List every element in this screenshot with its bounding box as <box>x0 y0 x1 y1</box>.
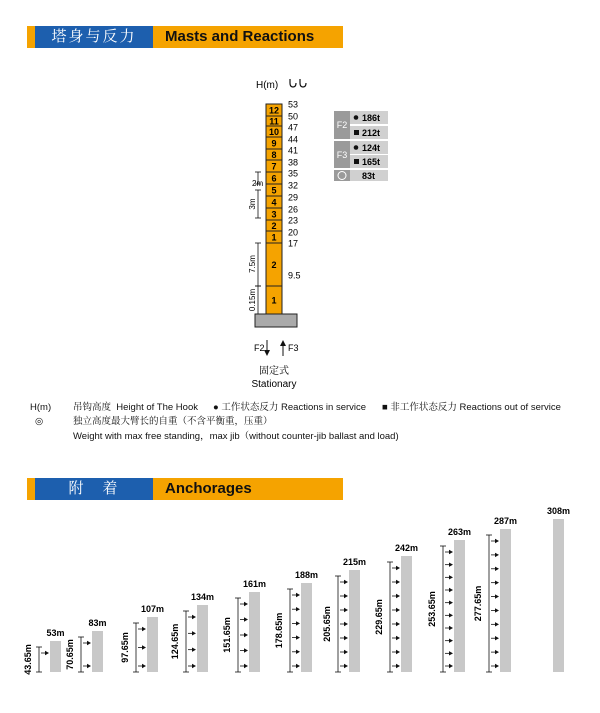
f2-label: F2 <box>254 343 265 353</box>
arrow-right-icon <box>344 636 348 640</box>
tower-height-label: 83m <box>88 618 107 628</box>
mast-height-label: 9.5 <box>288 270 301 281</box>
panel-f3-label: F3 <box>336 150 348 160</box>
tower-bar <box>197 605 208 672</box>
anchor-height-label: 277.65m <box>473 585 483 622</box>
anchor-height-label: 205.65m <box>322 606 332 642</box>
arrow-right-icon <box>449 638 453 642</box>
arrow-right-icon <box>296 650 300 654</box>
mast-height-label: 20 <box>288 227 299 238</box>
stationary-en: Stationary <box>251 379 297 390</box>
arrow-right-icon <box>449 600 453 604</box>
arrow-right-icon <box>244 602 248 606</box>
arrow-right-icon <box>449 613 453 617</box>
arrow-right-icon <box>495 539 499 543</box>
mast-section-label: 5 <box>271 185 277 196</box>
legend-out-service: ■ 非工作状态反力 Reactions out of service <box>382 402 561 413</box>
tower-height-label: 287m <box>493 516 518 526</box>
anchor-height-label: 97.65m <box>120 632 130 663</box>
arrow-right-icon <box>396 622 400 626</box>
mast-section-label: 9 <box>271 138 277 149</box>
f3-out-value: 165t <box>362 157 381 167</box>
arrow-right-icon <box>344 664 348 668</box>
f3-label: F3 <box>288 343 299 353</box>
legend-hook-en: Height of The Hook <box>116 402 198 413</box>
tower-bar <box>500 529 511 672</box>
mast-section-label: 1 <box>271 295 277 306</box>
arrow-right-icon <box>296 664 300 668</box>
mast-section-label: 4 <box>271 197 277 208</box>
arrow-right-icon <box>495 636 499 640</box>
tower-height-label: 308m <box>546 506 571 516</box>
arrow-right-icon <box>396 594 400 598</box>
arrow-right-icon <box>142 664 146 668</box>
arrow-right-icon <box>396 608 400 612</box>
arrow-right-icon <box>296 635 300 639</box>
arrow-right-icon <box>449 575 453 579</box>
tower-height-label: 263m <box>447 527 472 537</box>
tower-bar <box>454 540 465 672</box>
tower-height-label: 242m <box>394 543 419 553</box>
tower-bar <box>92 631 103 672</box>
arrow-right-icon <box>344 622 348 626</box>
mast-section-label: 12 <box>268 105 280 116</box>
arrow-right-icon <box>495 580 499 584</box>
mast-section-label: 3 <box>271 209 277 220</box>
arrow-right-icon <box>87 641 91 645</box>
mast-height-label: 29 <box>288 192 299 203</box>
mast-section-label: 8 <box>271 150 277 160</box>
out-service-icon <box>354 130 359 135</box>
arrow-right-icon <box>192 631 196 635</box>
arrow-right-icon <box>192 615 196 619</box>
mast-section-label: 2 <box>271 260 277 270</box>
arrow-right-icon <box>449 664 453 668</box>
dim-label: 2m <box>252 179 264 188</box>
mast-height-label: 38 <box>288 157 299 168</box>
arrow-right-icon <box>495 622 499 626</box>
mast-height-label: 53 <box>288 99 299 110</box>
out-service-icon: ■ <box>382 402 388 413</box>
dim-label: 7.5m <box>248 255 257 273</box>
arrow-right-icon <box>495 567 499 571</box>
legend-in-service: ● 工作状态反力 Reactions in service <box>213 402 367 413</box>
mast-height-label: 23 <box>288 215 299 226</box>
arrow-right-icon <box>495 664 499 668</box>
f2-out-value: 212t <box>362 128 381 138</box>
tower-height-label: 107m <box>140 604 165 614</box>
anchor-height-label: 43.65m <box>23 644 33 675</box>
in-service-icon: ● <box>213 402 219 413</box>
arrow-right-icon <box>244 633 248 637</box>
mast-section-label: 11 <box>269 116 279 127</box>
in-service-icon <box>354 115 359 120</box>
arrow-right-icon <box>142 645 146 649</box>
arrow-right-icon <box>296 593 300 597</box>
dim-label: 0.15m <box>248 288 257 312</box>
arrow-right-icon <box>495 608 499 612</box>
mast-section-label: 2 <box>271 221 277 231</box>
arrow-right-icon <box>449 626 453 630</box>
mast-section-label: 1 <box>271 232 277 243</box>
mast-height-label: 26 <box>288 204 299 215</box>
mast-height-label: 47 <box>288 122 299 133</box>
arrow-right-icon <box>495 553 499 557</box>
section-title-en: Anchorages <box>165 480 252 497</box>
arrow-right-icon <box>296 621 300 625</box>
anchor-height-label: 124.65m <box>170 623 180 660</box>
arrow-right-icon <box>396 664 400 668</box>
tower-bar <box>553 519 564 672</box>
arrow-right-icon <box>192 647 196 651</box>
arrow-right-icon <box>244 664 248 668</box>
mast-section-label: 7 <box>271 161 277 172</box>
tower-bar <box>349 570 360 672</box>
mast-height-label: 17 <box>288 238 299 249</box>
arrow-right-icon <box>396 566 400 570</box>
mast-height-label: 44 <box>288 134 299 145</box>
arrow-right-icon <box>142 627 146 631</box>
legend-hook-cn: 吊钩高度 <box>73 402 112 413</box>
arrow-right-icon <box>396 636 400 640</box>
arrow-right-icon <box>495 594 499 598</box>
down-arrow-icon <box>264 350 270 356</box>
dim-label: 3m <box>248 198 257 210</box>
arrow-right-icon <box>495 650 499 654</box>
mast-height-label: 32 <box>288 180 299 191</box>
section-title-cn: 塔身与反力 <box>35 26 153 48</box>
arrow-right-icon <box>449 651 453 655</box>
panel-f2-label: F2 <box>336 120 348 130</box>
tower-height-label: 215m <box>342 557 367 567</box>
f3-in-value: 124t <box>362 143 381 153</box>
mast-base <box>255 314 297 327</box>
mast-height-label: 41 <box>288 145 299 156</box>
anchor-height-label: 178.65m <box>274 612 284 649</box>
legend-weight-cn: 独立高度最大臂长的自重（不含平衡重，压重） <box>73 416 273 427</box>
weight-icon: ◎ <box>35 416 44 427</box>
mast-height-label: 35 <box>288 168 299 179</box>
arrow-right-icon <box>244 617 248 621</box>
arrow-right-icon <box>45 651 49 655</box>
mast-section-label: 6 <box>271 173 277 184</box>
anchor-height-label: 253.65m <box>427 591 437 627</box>
section-header-anchorages <box>27 478 343 500</box>
mast-section-label: 10 <box>268 127 280 137</box>
anchor-height-label: 229.65m <box>374 599 384 635</box>
hook-icon <box>290 79 306 87</box>
tower-height-label: 161m <box>242 579 267 589</box>
tower-height-label: 188m <box>294 570 319 580</box>
arrow-right-icon <box>344 608 348 612</box>
arrow-right-icon <box>344 594 348 598</box>
arrow-right-icon <box>87 664 91 668</box>
section-title-en: Masts and Reactions <box>165 28 315 45</box>
tower-height-label: 134m <box>190 592 215 602</box>
tower-height-label: 53m <box>46 628 65 638</box>
up-arrow-icon <box>280 340 286 346</box>
in-service-icon <box>354 145 359 150</box>
arrow-right-icon <box>296 607 300 611</box>
arrow-right-icon <box>244 648 248 652</box>
f2-in-value: 186t <box>362 113 381 123</box>
legend-hook <box>73 401 198 414</box>
arrow-right-icon <box>192 664 196 668</box>
arrow-right-icon <box>396 580 400 584</box>
tower-bar <box>301 583 312 672</box>
anchor-height-label: 70.65m <box>65 639 75 670</box>
out-service-icon <box>354 159 359 164</box>
arrow-right-icon <box>344 650 348 654</box>
section-title-cn: 附 着 <box>35 478 153 500</box>
arrow-right-icon <box>449 588 453 592</box>
mast-h-label: H(m) <box>256 80 279 91</box>
legend-weight-en: Weight with max free standing，max jib（without counter-jib ballast and load) <box>73 431 399 442</box>
tower-bar <box>147 617 158 672</box>
tower-bar <box>249 592 260 672</box>
arrow-right-icon <box>344 580 348 584</box>
arrow-right-icon <box>396 650 400 654</box>
arrow-right-icon <box>449 550 453 554</box>
arrow-right-icon <box>449 562 453 566</box>
weight-value: 83t <box>362 171 376 181</box>
tower-bar <box>50 641 61 672</box>
tower-bar <box>401 556 412 672</box>
mast-height-label: 50 <box>288 111 299 122</box>
stationary-cn: 固定式 <box>259 366 289 377</box>
legend-h: H(m) <box>30 402 52 413</box>
reactions-panel <box>334 111 388 181</box>
anchor-height-label: 151.65m <box>222 617 232 653</box>
